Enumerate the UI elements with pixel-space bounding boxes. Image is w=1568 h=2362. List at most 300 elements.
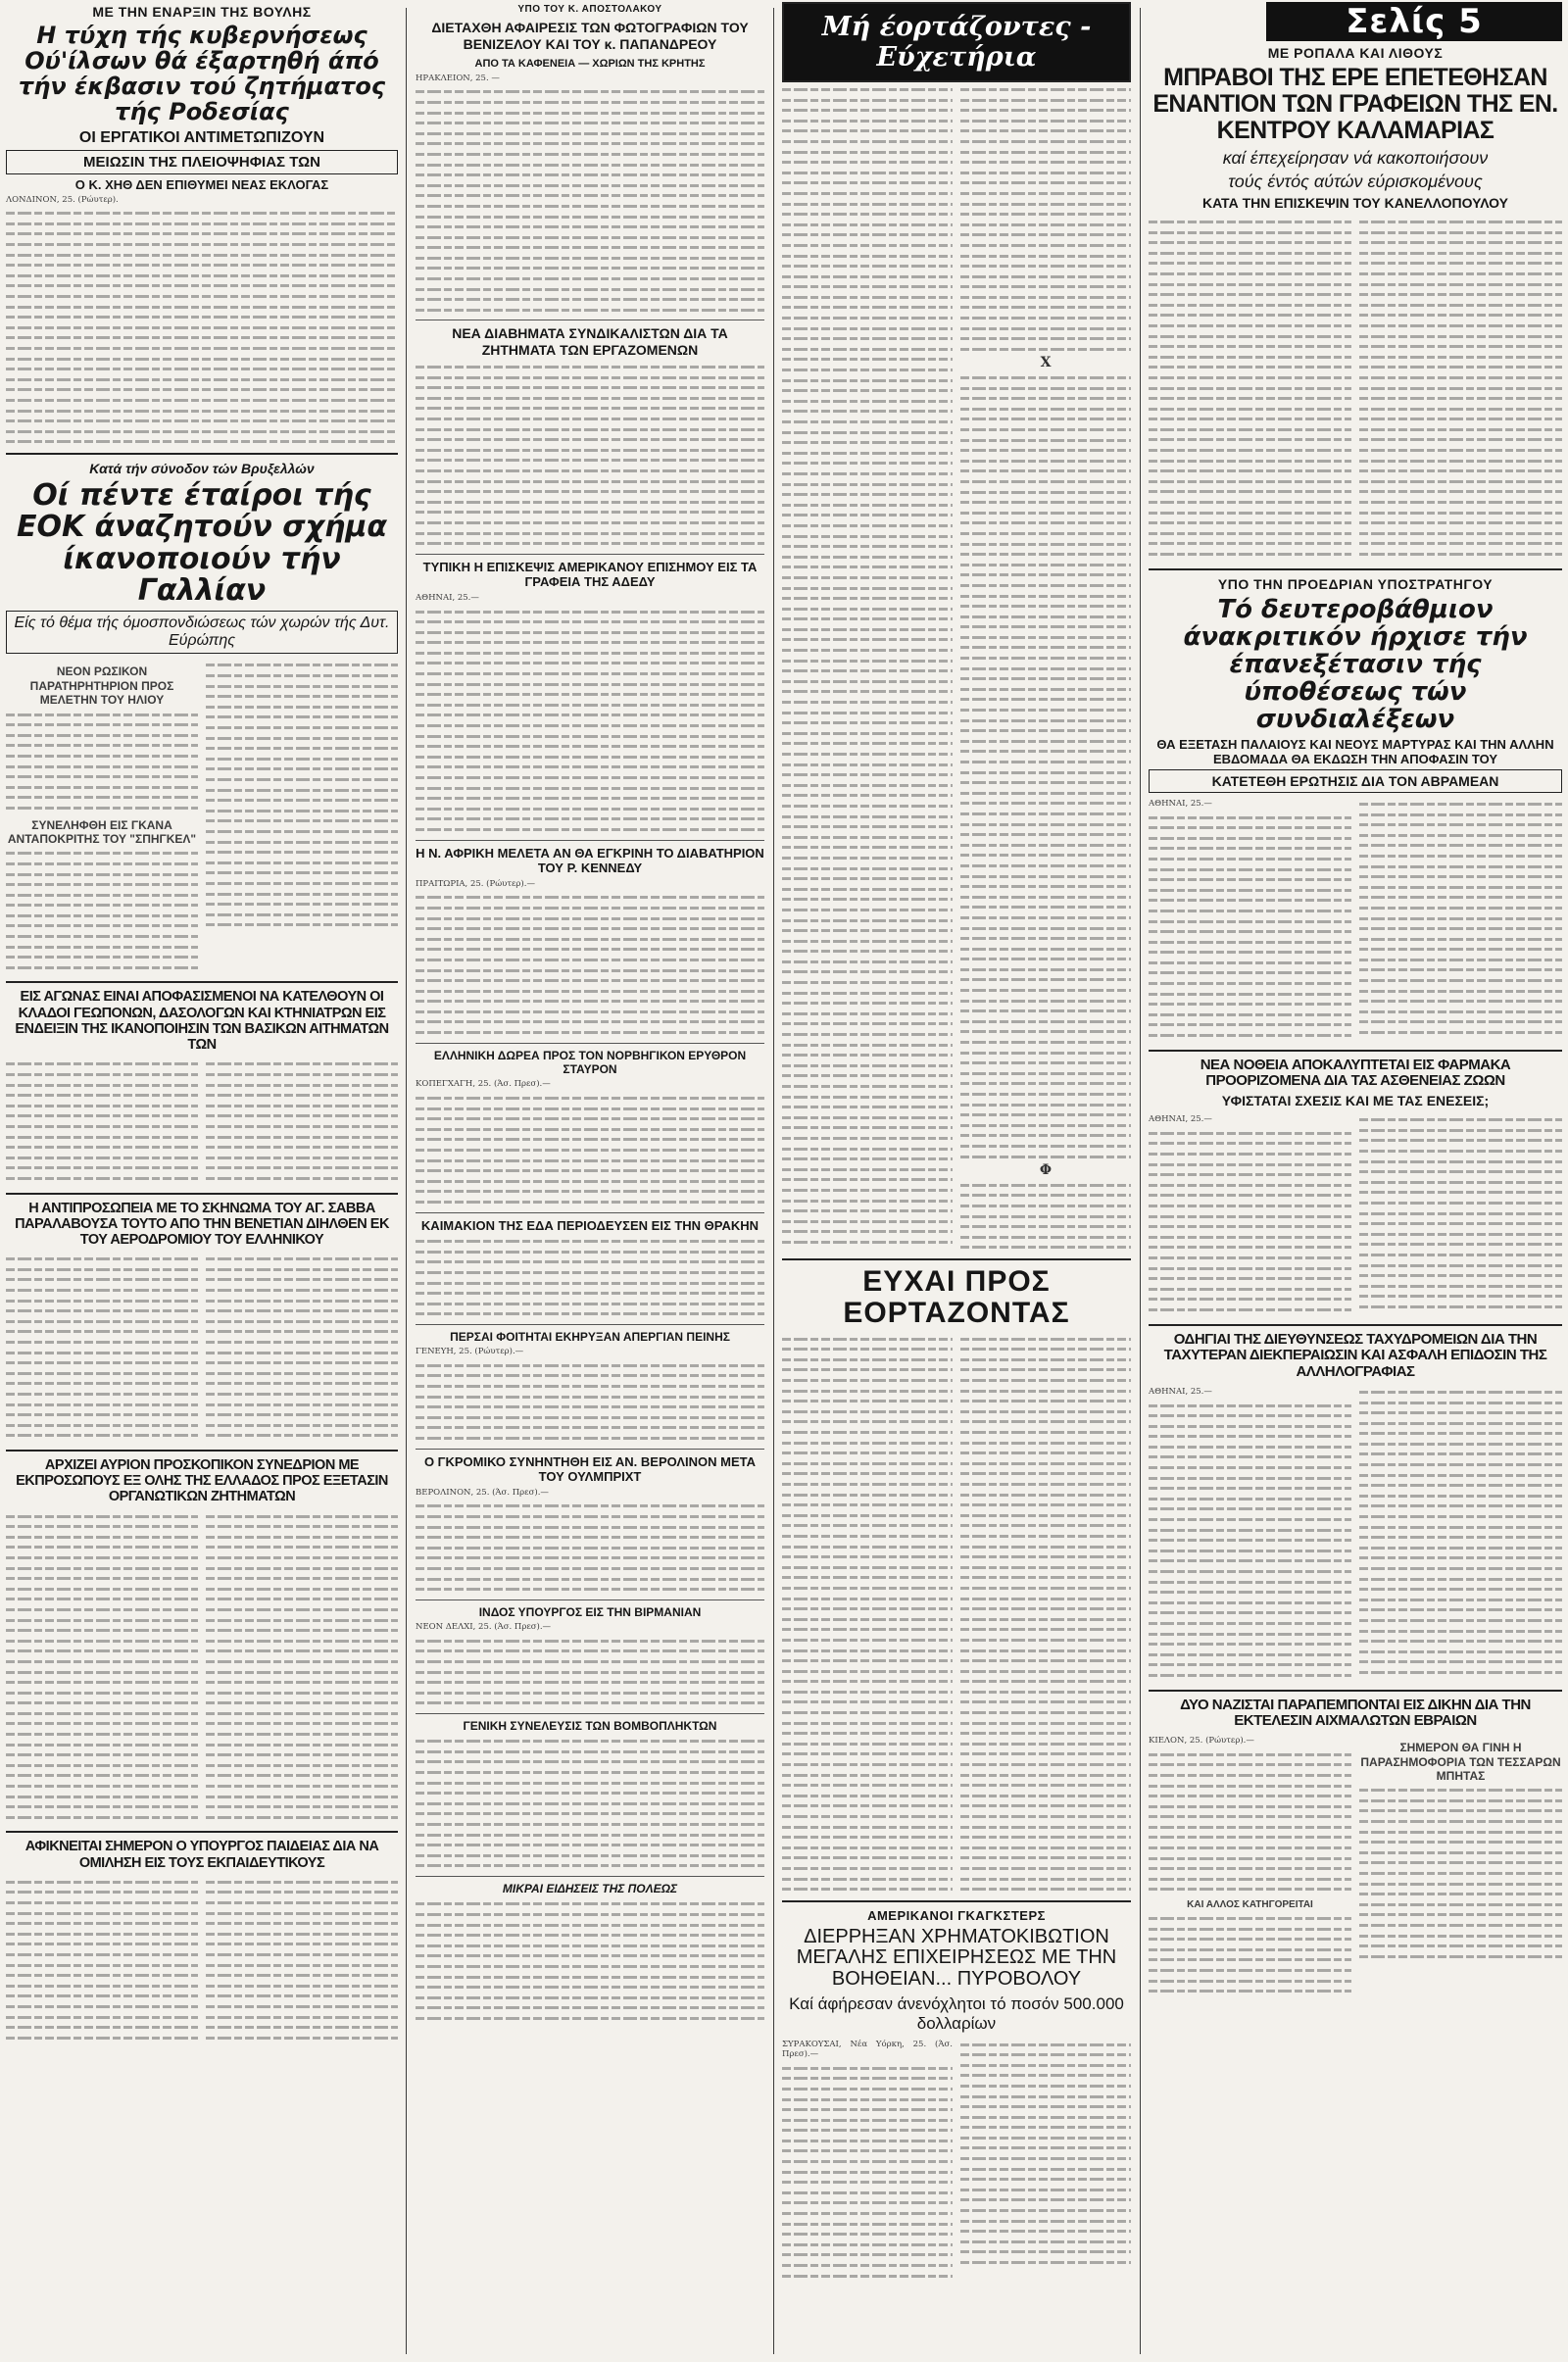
text-line	[1359, 393, 1562, 404]
text-line	[960, 1438, 1131, 1449]
text-line	[1359, 1146, 1562, 1156]
text-line	[416, 253, 764, 264]
text-line	[6, 1348, 198, 1358]
text-line	[960, 424, 1131, 435]
text-line	[416, 986, 764, 997]
text-line	[1359, 362, 1562, 372]
text-block	[416, 1488, 764, 1595]
text-line	[206, 1511, 398, 1522]
text-line	[782, 2167, 953, 2178]
text-line	[206, 1740, 398, 1750]
text-line	[960, 1759, 1131, 1770]
text-line	[960, 333, 1131, 344]
text-line	[416, 476, 764, 487]
dateline: ΚΙΕΛΟΝ, 25. (Ρώυτερ).—	[1149, 1736, 1254, 1747]
text-line	[960, 673, 1131, 684]
text-line	[960, 1396, 1131, 1406]
subheadline: Καί άφήρεσαν άνενόχλητοι τό ποσόν 500.000 δολλαρίων	[789, 1993, 1124, 2033]
text-line	[206, 763, 398, 774]
text-line	[1149, 1659, 1351, 1670]
text-line	[1359, 310, 1562, 320]
text-line	[960, 404, 1131, 415]
text-line	[960, 1037, 1131, 1048]
text-line	[782, 2239, 953, 2250]
text-line	[960, 1646, 1131, 1656]
text-line	[1149, 1954, 1351, 1965]
text-line	[6, 322, 398, 333]
text-line	[6, 859, 198, 869]
text-line	[782, 604, 953, 615]
text-line	[416, 1392, 764, 1402]
text-line	[6, 1389, 198, 1400]
text-line	[960, 2070, 1131, 2081]
text-line	[6, 1656, 198, 1667]
text-line	[960, 1791, 1131, 1801]
text-line	[416, 507, 764, 517]
text-line	[782, 1614, 953, 1625]
text-line	[416, 1656, 764, 1667]
subheadline-boxed: Είς τό θέμα τής όμοσπονδιώσεως τών χωρών τής Δυτ. Εύρώπης	[6, 611, 398, 654]
text-line	[206, 806, 398, 816]
dateline: ΠΡΑΙΤΩΡΙΑ, 25. (Ρώυτερ).—	[416, 878, 535, 889]
text-line	[1359, 1522, 1562, 1533]
text-line	[960, 1490, 1131, 1501]
text-line	[782, 686, 953, 697]
text-line	[782, 1687, 953, 1698]
text-line	[206, 1132, 398, 1143]
dateline: ΑΘΗΝΑΙ, 25.—	[1149, 798, 1212, 809]
text-block	[416, 1347, 764, 1443]
text-line	[960, 1458, 1131, 1469]
text-line	[1359, 538, 1562, 549]
text-line	[6, 1604, 198, 1615]
text-line	[1359, 851, 1562, 861]
text-line	[416, 221, 764, 232]
text-line	[416, 170, 764, 180]
text-line	[1359, 1796, 1562, 1806]
text-block	[206, 1877, 398, 2043]
text-line	[416, 180, 764, 191]
text-line	[782, 738, 953, 749]
text-line	[960, 2133, 1131, 2143]
text-line	[416, 212, 764, 222]
text-line	[1149, 269, 1351, 279]
text-line	[206, 1285, 398, 1296]
text-line	[206, 743, 398, 754]
text-line	[6, 1285, 198, 1296]
text-line	[206, 1636, 398, 1647]
text-block	[416, 1622, 764, 1708]
text-line	[416, 149, 764, 160]
text-line	[416, 497, 764, 508]
text-line	[6, 1296, 198, 1306]
text-line	[416, 1563, 764, 1574]
section-headline: ΣΥΝΕΛΗΦΘΗ ΕΙΣ ΓΚΑΝΑ ΑΝΤΑΠΟΚΡΙΤΗΣ ΤΟΥ "ΣΠΗΓΚΕΛ"	[7, 817, 197, 846]
dateline: ΒΕΡΟΛΙΝΟΝ, 25. (Άσ. Πρεσ).—	[416, 1487, 549, 1498]
text-line	[206, 1542, 398, 1552]
text-line	[416, 1756, 764, 1767]
text-line	[1359, 1218, 1562, 1229]
text-line	[1359, 1114, 1562, 1125]
text-line	[960, 1016, 1131, 1027]
headline-eok: Οί πέντε έταίροι τής ΕΟΚ άναζητούν σχήμα ίκανοποιούν τήν Γαλλίαν	[16, 477, 388, 609]
text-line	[1359, 996, 1562, 1007]
text-line	[960, 2142, 1131, 2153]
text-line	[416, 1950, 764, 1961]
text-line	[1149, 1253, 1351, 1263]
text-line	[416, 414, 764, 424]
text-block	[1149, 799, 1351, 1041]
text-line	[960, 281, 1131, 292]
text-line	[782, 1092, 953, 1103]
text-line	[960, 1242, 1131, 1253]
text-line	[782, 2271, 953, 2282]
text-line	[6, 1887, 198, 1897]
text-line	[782, 812, 953, 822]
text-line	[416, 1027, 764, 1038]
text-line	[6, 1667, 198, 1678]
text-line	[960, 996, 1131, 1007]
text-line	[1149, 1019, 1351, 1030]
text-line	[416, 284, 764, 295]
text-line	[960, 1058, 1131, 1068]
text-line	[6, 1305, 198, 1316]
divider	[416, 1212, 764, 1213]
text-line	[1149, 1442, 1351, 1452]
text-line	[960, 476, 1131, 487]
text-block	[416, 879, 764, 1038]
text-line	[1149, 393, 1351, 404]
text-line	[1149, 999, 1351, 1009]
headline-gromyko: Ο ΓΚΡΟΜΙΚΟ ΣΥΝΗΝΤΗΘΗ ΕΙΣ ΑΝ. ΒΕΡΟΛΙΝΟΝ ΜΕΤΑ ΤΟΥ ΟΥΛΜΠΡΙΧΤ	[423, 1453, 757, 1485]
text-line	[1359, 1501, 1562, 1511]
text-line	[206, 1604, 398, 1615]
text-line	[206, 1430, 398, 1441]
text-line	[960, 850, 1131, 861]
text-line	[1149, 1791, 1351, 1801]
text-line	[960, 517, 1131, 528]
text-line	[782, 832, 953, 843]
text-line	[1359, 1857, 1562, 1868]
column-center-left	[410, 0, 770, 2362]
text-line	[782, 396, 953, 407]
text-line	[960, 1739, 1131, 1749]
text-line	[6, 1173, 198, 1184]
text-line	[782, 1780, 953, 1791]
text-line	[960, 902, 1131, 912]
text-line	[206, 795, 398, 806]
text-line	[782, 375, 953, 386]
text-line	[1149, 1180, 1351, 1191]
divider	[416, 1043, 764, 1044]
dateline: ΗΡΑΚΛΕΙΟΝ, 25. —	[416, 73, 500, 83]
text-line	[782, 1551, 953, 1562]
text-line	[960, 923, 1131, 934]
text-line	[416, 1256, 764, 1267]
text-line	[1359, 871, 1562, 882]
text-line	[416, 772, 764, 783]
text-line	[960, 220, 1131, 230]
text-line	[960, 1874, 1131, 1885]
dateline: ΑΘΗΝΑΙ, 25.—	[416, 592, 479, 603]
text-line	[416, 1543, 764, 1553]
text-line	[416, 934, 764, 945]
text-line	[206, 1949, 398, 1960]
text-line	[206, 1981, 398, 1992]
text-line	[206, 1142, 398, 1153]
text-line	[1149, 1535, 1351, 1546]
text-line	[1149, 989, 1351, 1000]
text-line	[1359, 1879, 1562, 1890]
text-line	[1149, 1770, 1351, 1781]
text-line	[782, 2063, 953, 2074]
text-line	[782, 1811, 953, 1822]
text-line	[6, 208, 398, 219]
text-line	[960, 1603, 1131, 1614]
text-line	[960, 2049, 1131, 2060]
text-line	[1149, 885, 1351, 896]
text-line	[416, 1840, 764, 1850]
text-line	[782, 1102, 953, 1112]
text-line	[1149, 300, 1351, 311]
text-line	[782, 562, 953, 572]
text-line	[1149, 1759, 1351, 1770]
text-line	[782, 1594, 953, 1604]
text-line	[416, 1993, 764, 2003]
text-line	[416, 372, 764, 383]
text-line	[206, 1305, 398, 1316]
text-line	[782, 199, 953, 210]
text-line	[1149, 1649, 1351, 1660]
text-line	[1359, 840, 1562, 851]
text-line	[960, 199, 1131, 210]
text-line	[960, 84, 1131, 95]
text-line	[206, 2012, 398, 2023]
text-line	[416, 1850, 764, 1861]
text-line	[960, 1386, 1131, 1397]
text-line	[6, 2012, 198, 2023]
text-line	[416, 637, 764, 648]
text-line	[960, 569, 1131, 580]
text-line	[1359, 1667, 1562, 1678]
text-line	[206, 1729, 398, 1740]
text-line	[782, 1060, 953, 1071]
text-line	[1149, 1159, 1351, 1170]
text-line	[960, 2246, 1131, 2257]
text-line	[782, 125, 953, 136]
headline-inquiry: Τό δευτεροβάθμιον άνακριτικόν ήρχισε τήν έπανεξέτασιν τής ύποθέσεως τών συνδιαλέξεων	[1183, 594, 1528, 734]
text-line	[1359, 1785, 1562, 1796]
text-line	[206, 1368, 398, 1379]
text-line	[782, 645, 953, 656]
column-rule	[1140, 8, 1141, 2354]
text-line	[960, 1655, 1131, 1666]
text-line	[782, 84, 953, 95]
text-line	[782, 323, 953, 334]
text-line	[782, 988, 953, 999]
text-line	[960, 933, 1131, 944]
text-line	[206, 712, 398, 722]
text-line	[6, 1749, 198, 1760]
text-line	[1149, 1863, 1351, 1874]
text-line	[1359, 352, 1562, 363]
text-line	[6, 1542, 198, 1552]
text-line	[960, 2174, 1131, 2185]
text-line	[416, 813, 764, 824]
text-line	[1149, 937, 1351, 948]
text-line	[206, 1296, 398, 1306]
text-line	[960, 383, 1131, 394]
text-line	[416, 1124, 764, 1135]
text-line	[416, 294, 764, 305]
text-line	[6, 1812, 198, 1823]
text-line	[206, 1162, 398, 1173]
text-line	[960, 1416, 1131, 1427]
text-line	[782, 1416, 953, 1427]
text-line	[960, 1811, 1131, 1822]
text-line	[6, 803, 198, 813]
text-line	[960, 1863, 1131, 1874]
text-line	[960, 188, 1131, 199]
text-line	[1359, 819, 1562, 830]
text-line	[960, 147, 1131, 158]
text-line	[206, 1101, 398, 1111]
text-line	[1359, 1007, 1562, 1017]
text-line	[960, 642, 1131, 653]
text-line	[782, 1646, 953, 1656]
headline-gangsters: ΔΙΕΡΡΗΞΑΝ ΧΡΗΜΑΤΟΚΙΒΩΤΙΟΝ ΜΕΓΑΛΗΣ ΕΠΙΧΕΙΡΗΣΕΩΣ ΜΕ ΤΗΝ ΒΟΗΘΕΙΑΝ... ΠΥΡΟΒΟΛΟΥ	[796, 1925, 1117, 1990]
text-line	[6, 354, 398, 365]
text-line	[960, 435, 1131, 446]
text-line	[416, 1584, 764, 1595]
text-line	[1359, 913, 1562, 924]
text-line	[960, 912, 1131, 923]
text-line	[960, 1852, 1131, 1863]
text-line	[6, 1760, 198, 1771]
text-block	[1359, 799, 1562, 1041]
text-line	[416, 1381, 764, 1392]
text-line	[6, 1378, 198, 1389]
text-line	[416, 1982, 764, 1993]
text-line	[960, 2091, 1131, 2102]
text-line	[206, 1801, 398, 1812]
text-line	[206, 1781, 398, 1792]
text-line	[206, 1274, 398, 1285]
text-line	[960, 528, 1131, 539]
text-line	[1149, 372, 1351, 383]
text-line	[1359, 248, 1562, 259]
text-line	[1359, 1941, 1562, 1951]
dateline: ΓΕΝΕΥΗ, 25. (Ρώυτερ).—	[416, 1347, 524, 1357]
text-line	[416, 700, 764, 711]
text-line	[206, 1749, 398, 1760]
text-line	[1149, 517, 1351, 528]
text-line	[1149, 1138, 1351, 1149]
text-line	[1359, 1387, 1562, 1398]
text-line	[782, 1843, 953, 1853]
text-line	[416, 538, 764, 549]
text-line	[960, 725, 1131, 736]
text-line	[960, 974, 1131, 985]
text-line	[782, 1832, 953, 1843]
text-line	[416, 242, 764, 253]
text-line	[416, 752, 764, 763]
text-line	[782, 177, 953, 188]
text-line	[782, 873, 953, 884]
text-line	[6, 751, 198, 762]
text-line	[1149, 958, 1351, 968]
text-line	[1359, 1931, 1562, 1942]
text-line	[6, 1981, 198, 1992]
text-block	[1359, 1736, 1562, 1996]
text-line	[1149, 1913, 1351, 1924]
text-line	[960, 1068, 1131, 1079]
wishes-headline: ΕΥΧΑΙ ΠΡΟΣ ΕΟΡΤΑΖΟΝΤΑΣ	[843, 1264, 1070, 1330]
text-line	[782, 552, 953, 563]
text-line	[782, 915, 953, 926]
text-line	[1149, 1149, 1351, 1159]
wishes-banner: Μή έορτάζοντες - Εύχετήρια	[782, 2, 1131, 82]
text-line	[782, 251, 953, 262]
text-line	[1149, 383, 1351, 394]
text-line	[1359, 445, 1562, 456]
text-line	[206, 1316, 398, 1327]
text-line	[960, 1666, 1131, 1677]
divider	[6, 1193, 398, 1195]
text-line	[782, 1531, 953, 1542]
text-line	[416, 913, 764, 924]
text-line	[782, 1562, 953, 1573]
text-line	[1359, 1166, 1562, 1177]
text-line	[416, 1767, 764, 1778]
text-line	[1359, 279, 1562, 290]
text-line	[416, 128, 764, 139]
text-line	[416, 892, 764, 903]
text-line	[782, 1396, 953, 1406]
text-line	[1359, 1398, 1562, 1408]
text-line	[1359, 1584, 1562, 1595]
text-line	[206, 1625, 398, 1636]
text-line	[6, 1708, 198, 1719]
text-line	[6, 1801, 198, 1812]
text-line	[960, 105, 1131, 116]
divider	[1149, 1324, 1562, 1326]
text-line	[416, 1698, 764, 1708]
text-line	[1149, 1221, 1351, 1232]
text-line	[960, 323, 1131, 334]
text-line	[1359, 404, 1562, 415]
text-line	[1149, 947, 1351, 958]
article-body	[6, 660, 198, 972]
text-line	[1359, 1615, 1562, 1626]
text-line	[782, 261, 953, 271]
text-line	[1359, 320, 1562, 331]
text-line	[1149, 1822, 1351, 1833]
text-line	[782, 1354, 953, 1365]
text-line	[6, 762, 198, 772]
text-line	[782, 905, 953, 915]
text-line	[782, 1770, 953, 1781]
text-line	[782, 1884, 953, 1895]
text-line	[206, 670, 398, 681]
text-line	[782, 333, 953, 344]
text-line	[206, 1594, 398, 1604]
text-block	[6, 1877, 198, 2043]
text-line	[782, 884, 953, 895]
text-line	[1359, 258, 1562, 269]
text-line	[6, 782, 198, 793]
text-line	[1359, 476, 1562, 487]
